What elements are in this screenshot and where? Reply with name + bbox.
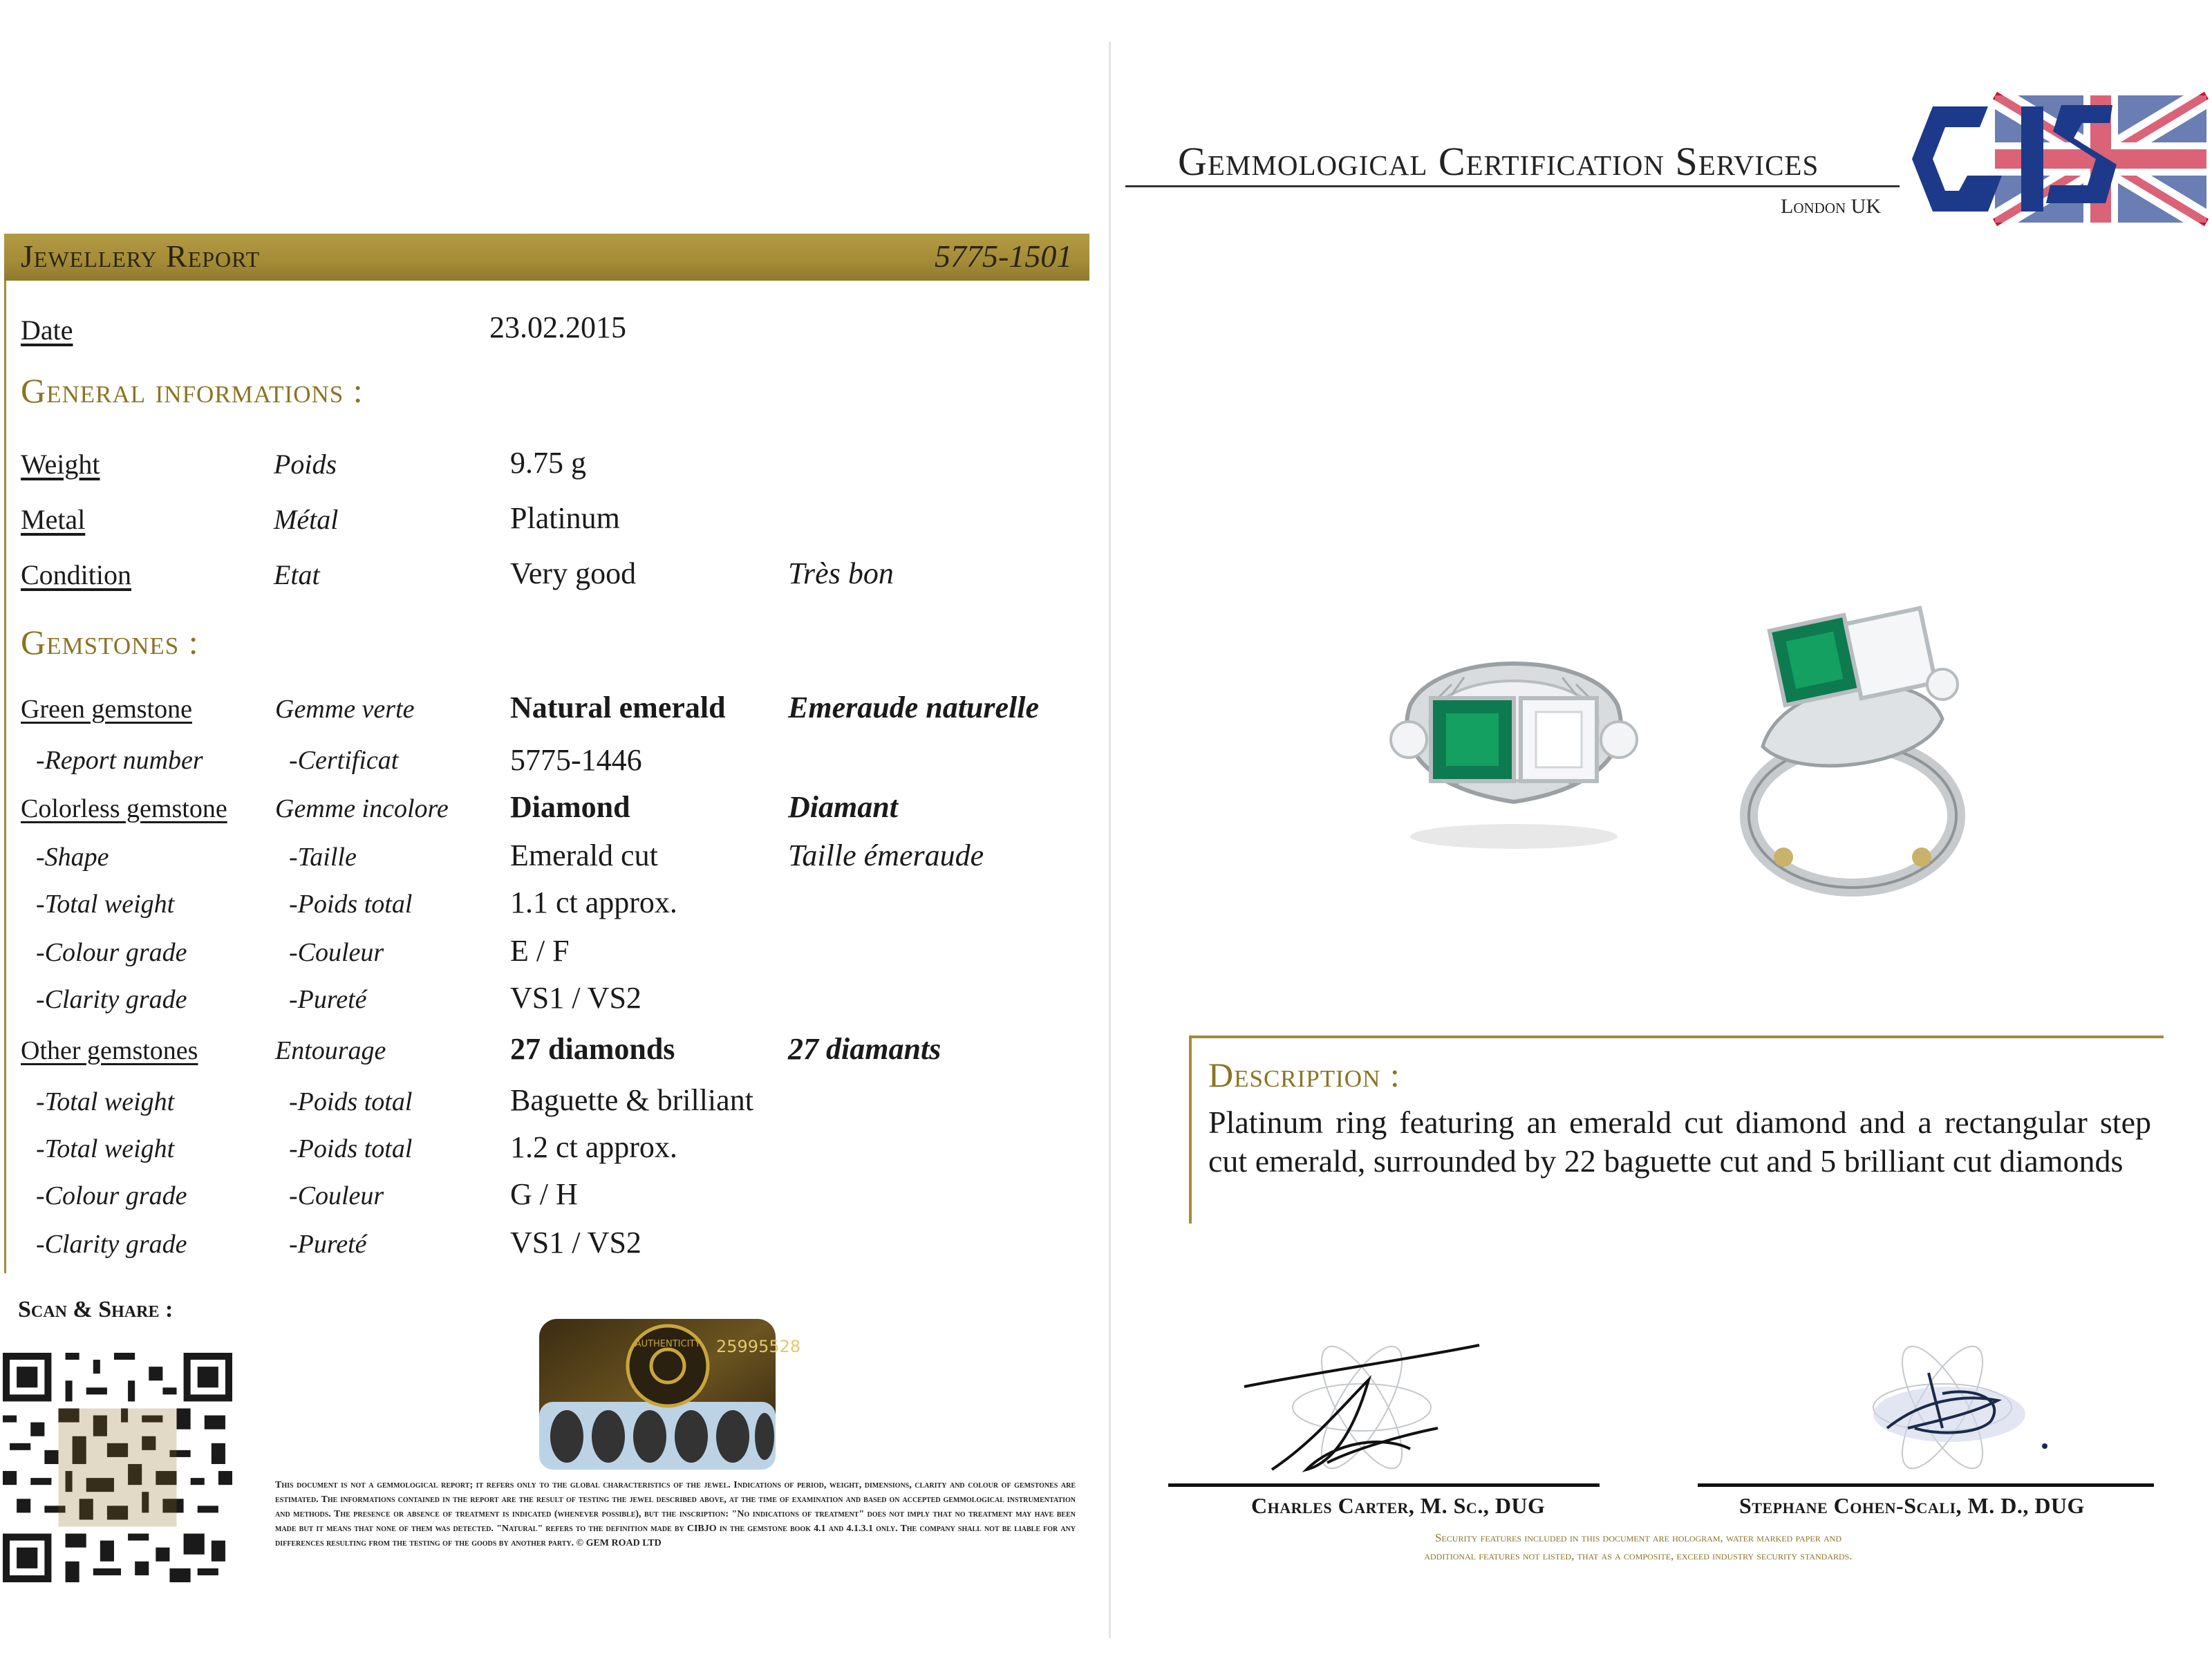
colour-grade-label-fr: -Couleur (289, 938, 384, 967)
green-gemstone-value-fr: Emeraude naturelle (788, 691, 1040, 724)
green-gemstone-value: Natural emerald (510, 691, 726, 724)
report-number: 5775-1501 (935, 238, 1073, 274)
description-text: Platinum ring featuring an emerald cut diamond and a rectangular step cut emerald, surrounded by 22 baguette cut and 5 brilliant cut diamonds (1208, 1105, 2151, 1179)
signature-carter (1230, 1324, 1521, 1490)
clarity-grade-value: VS1 / VS2 (510, 981, 641, 1015)
condition-label: Condition (21, 559, 132, 590)
colorless-gemstone-value-fr: Diamant (788, 790, 898, 824)
disclaimer-text: This document is not a gemmological report; it refers only to the global characteristics of the jewel. Indications of period, weight, dimensions, clarity and colour of gemstones are estimated. The informations contained in the report are the result of testing the jewel described above, at the time of examination and based on accepted gemmological instrumentation and methods. The presence or absence of treatment is indicated (whenever possible), but the inscription: "No indications of treatment" does not imply that no treatment may have been made but it means that none of them was detected. "Natural" refers to the definition made by CIBJO in the gemstone book 4.1 and 4.1.3.1 only. The company shall not be liable for any differences resulting from the testing of the goods by another party. © GEM ROAD LTD (275, 1480, 1076, 1548)
ring-front-photo (1382, 608, 1645, 864)
other-total-weight-label-2: -Total weight (36, 1134, 175, 1163)
metal-label: Metal (21, 504, 86, 535)
scan-share-label: Scan & Share : (18, 1297, 174, 1322)
company-rule (1125, 185, 1900, 187)
clarity-grade-label-fr: -Pureté (289, 985, 367, 1014)
other-gemstones-label-fr: Entourage (275, 1036, 386, 1065)
other-total-weight-value: 1.2 ct approx. (510, 1130, 677, 1164)
ring-side-photo (1714, 581, 1984, 892)
other-colour-grade-label: -Colour grade (36, 1181, 187, 1210)
company-location: London UK (1781, 195, 1881, 218)
clarity-grade-label: -Clarity grade (36, 985, 187, 1014)
company-name: Gemmological Certification Services (1178, 139, 1819, 184)
report-number-label: -Report number (36, 746, 203, 775)
condition-value: Very good (510, 556, 637, 590)
report-title: Jewellery Report (21, 238, 261, 274)
other-gemstones-label: Other gemstones (21, 1036, 198, 1065)
hologram-seal-text: AUTHENTICITY (635, 1339, 701, 1349)
general-heading: General informations : (21, 371, 364, 410)
condition-value-fr: Très bon (788, 556, 894, 590)
other-total-weight-label-fr-2: -Poids total (289, 1134, 413, 1163)
signature-line-carter (1168, 1483, 1600, 1487)
total-weight-value: 1.1 ct approx. (510, 885, 677, 919)
other-clarity-grade-label-fr: -Pureté (289, 1230, 367, 1259)
other-clarity-grade-value: VS1 / VS2 (510, 1226, 641, 1259)
shape-label-fr: -Taille (289, 843, 357, 872)
weight-value: 9.75 g (510, 446, 586, 480)
metal-label-fr: Métal (274, 504, 339, 535)
description-heading: Description : (1208, 1056, 1400, 1094)
signatory-carter: Charles Carter, M. Sc., DUG (1251, 1493, 1546, 1518)
emerald-report-number: 5775-1446 (510, 743, 642, 777)
gemstones-heading: Gemstones : (21, 623, 199, 662)
other-cut-value: Baguette & brilliant (510, 1083, 753, 1117)
condition-label-fr: Etat (274, 559, 320, 590)
weight-label-fr: Poids (274, 449, 337, 480)
date-value: 23.02.2015 (489, 310, 626, 344)
other-gemstones-value: 27 diamonds (510, 1032, 675, 1066)
report-number-label-fr: -Certificat (289, 746, 399, 775)
description-box-top (1189, 1035, 2164, 1038)
other-colour-grade-value: G / H (510, 1177, 578, 1211)
colorless-gemstone-label-fr: Gemme incolore (275, 794, 449, 823)
shape-value-fr: Taille émeraude (788, 838, 984, 872)
gcs-logo (1905, 93, 2209, 225)
other-gemstones-value-fr: 27 diamants (788, 1032, 941, 1066)
shape-label: -Shape (36, 843, 109, 872)
left-border-rule (4, 281, 6, 1273)
page-fold (1109, 41, 1111, 1638)
other-total-weight-label-1: -Total weight (36, 1087, 175, 1116)
qr-code[interactable] (3, 1352, 232, 1583)
other-total-weight-label-fr-1: -Poids total (289, 1087, 413, 1116)
security-note: Security features included in this document are hologram, water marked paper and additional features not listed, that as a composite, exceed industry security standards. (1424, 1531, 1853, 1562)
colour-grade-value: E / F (510, 934, 570, 968)
green-gemstone-label: Green gemstone (21, 695, 192, 724)
other-colour-grade-label-fr: -Couleur (289, 1181, 384, 1210)
shape-value: Emerald cut (510, 838, 658, 872)
description-box-left (1189, 1035, 1192, 1224)
signatory-cohen-scali: Stephane Cohen-Scali, M. D., DUG (1739, 1493, 2085, 1518)
hologram-number: 25995528 (716, 1337, 801, 1356)
colorless-gemstone-label: Colorless gemstone (21, 794, 227, 823)
total-weight-label-fr: -Poids total (289, 890, 413, 919)
total-weight-label: -Total weight (36, 890, 175, 919)
colour-grade-label: -Colour grade (36, 938, 187, 967)
date-label: Date (21, 315, 73, 346)
signature-cohen-scali (1825, 1324, 2060, 1490)
hologram-security-seal (536, 1316, 801, 1472)
signature-line-cohen-scali (1698, 1483, 2154, 1487)
green-gemstone-label-fr: Gemme verte (275, 695, 415, 724)
other-clarity-grade-label: -Clarity grade (36, 1230, 187, 1259)
metal-value: Platinum (510, 501, 620, 535)
weight-label: Weight (21, 449, 100, 480)
colorless-gemstone-value: Diamond (510, 790, 630, 824)
